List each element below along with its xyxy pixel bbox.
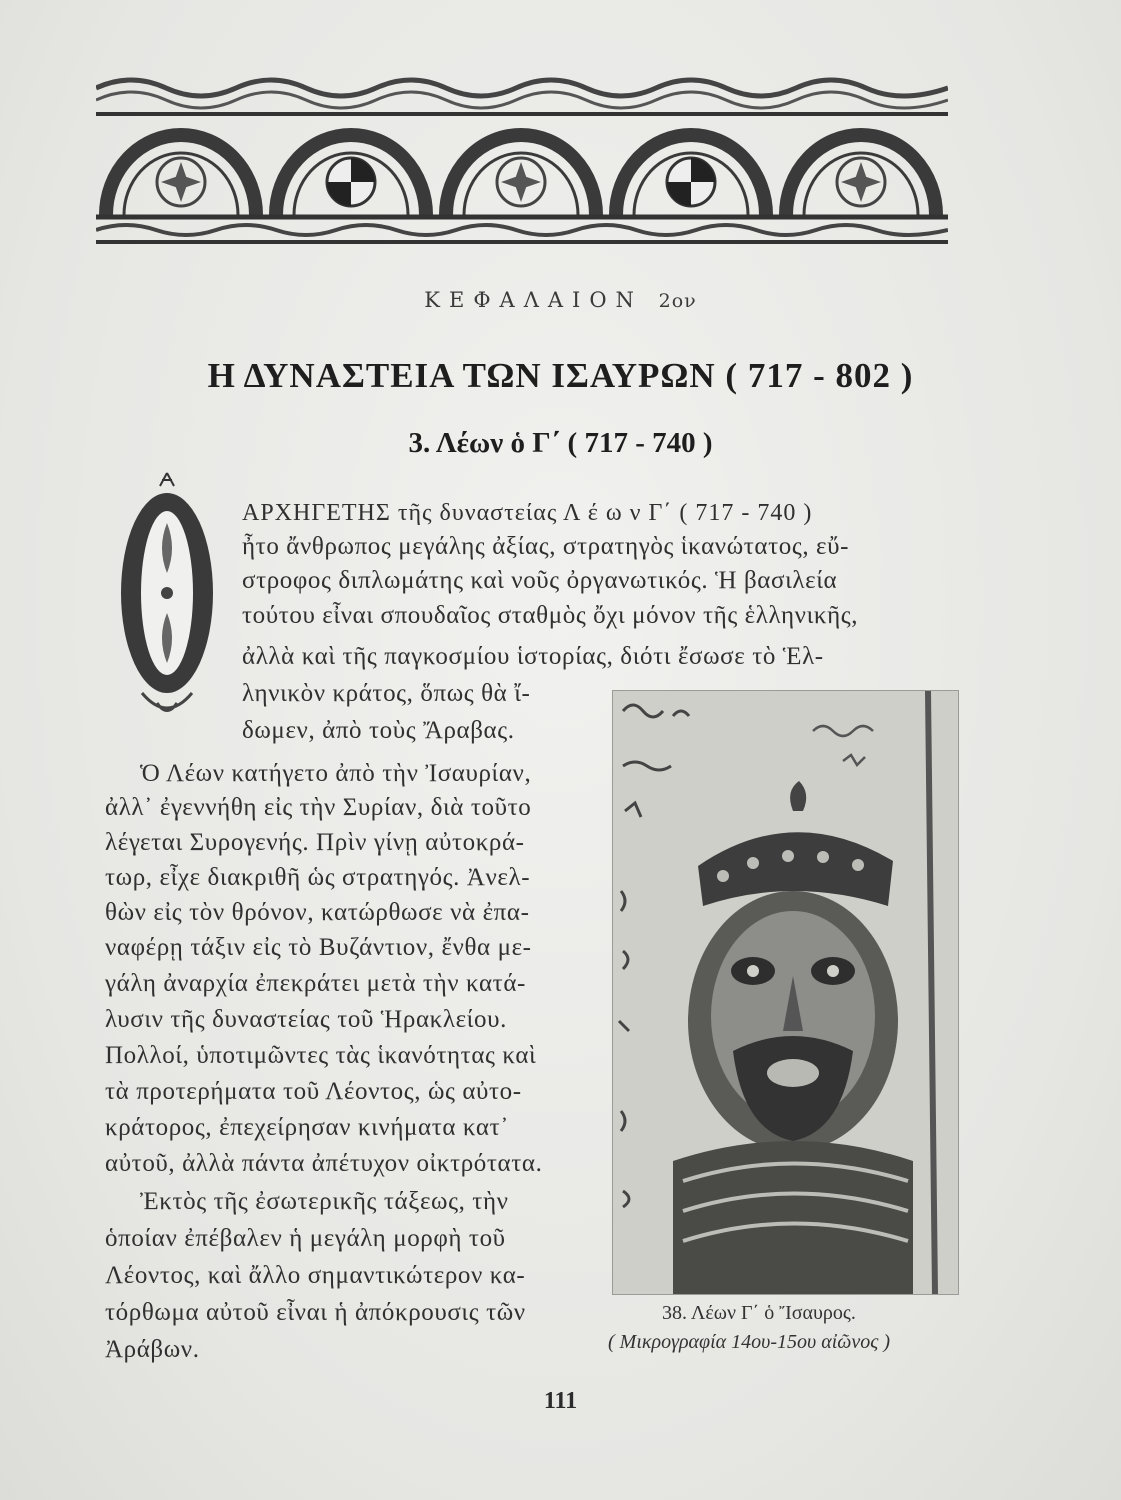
body-line-5: ἀλλὰ καὶ τῆς παγκοσμίου ἱστορίας, διότι ἔσωσε τὸ Ἑλ- xyxy=(242,643,824,670)
body-line-14: γάλη ἀναρχία ἐπεκράτει μετὰ τὴν κατά- xyxy=(105,970,526,997)
body-line-20: Ἐκτὸς τῆς ἐσωτερικῆς τάξεως, τὴν xyxy=(140,1188,509,1215)
body-line-15: λυσιν τῆς δυναστείας τοῦ Ἡρακλείου. xyxy=(105,1006,507,1033)
portrait-illustration xyxy=(613,691,958,1294)
body-line-13: ναφέρῃ τάξιν εἰς τὸ Βυζάντιον, ἔνθα με- xyxy=(105,934,532,961)
chapter-label-text: ΚΕΦΑΛΑΙΟΝ xyxy=(424,288,643,312)
figure-source: ( Μικρογραφία 14ου-15ου αἰῶνος ) xyxy=(608,1331,891,1353)
chapter-label xyxy=(0,288,1121,312)
chapter-ordinal: 2ον xyxy=(658,290,697,312)
figure-caption: 38. Λέων Γ΄ ὁ Ἴσαυρος. xyxy=(662,1302,856,1324)
body-line-12: θὼν εἰς τὸν θρόνον, κατώρθωσε νὰ ἐπα- xyxy=(105,899,530,926)
body-line-11: τωρ, εἶχε διακριθῆ ὡς στρατηγός. Ἀνελ- xyxy=(105,864,531,891)
decorative-initial-icon xyxy=(112,468,222,733)
body-line-10: λέγεται Συρογενής. Πρὶν γίνῃ αὐτοκρά- xyxy=(105,829,525,856)
body-line-21: ὁποίαν ἐπέβαλεν ἡ μεγάλη μορφὴ τοῦ xyxy=(105,1225,506,1252)
body-line-1: ΑΡΧΗΓΕΤΗΣ τῆς δυναστείας Λ έ ω ν Γ΄ ( 717 - 740 ) xyxy=(242,500,813,526)
body-line-23: τόρθωμα αὐτοῦ εἶναι ἡ ἀπόκρουσις τῶν xyxy=(105,1299,526,1326)
body-line-8: Ὁ Λέων κατήγετο ἀπὸ τὴν Ἰσαυρίαν, xyxy=(140,760,532,787)
body-line-24: Ἀράβων. xyxy=(105,1336,200,1363)
section-title: 3. Λέων ὁ Γ΄ ( 717 - 740 ) xyxy=(408,427,713,459)
body-line-7: δωμεν, ἀπὸ τοὺς Ἄραβας. xyxy=(242,717,515,744)
body-line-9: ἀλλ᾽ ἐγεννήθη εἰς τὴν Συρίαν, διὰ τοῦτο xyxy=(105,794,532,821)
body-line-2: ἦτο ἄνθρωπος μεγάλης ἀξίας, στρατηγὸς ἱκανώτατος, εὔ- xyxy=(242,533,850,560)
body-line-22: Λέοντος, καὶ ἄλλο σημαντικώτερον κα- xyxy=(105,1262,526,1289)
body-line-4: τούτου εἶναι σπουδαῖος σταθμὸς ὄχι μόνον τῆς ἑλληνικῆς, xyxy=(242,602,859,629)
body-line-19: αὐτοῦ, ἀλλὰ πάντα ἀπέτυχον οἰκτρότατα. xyxy=(105,1150,543,1177)
body-line-6: ληνικὸν κράτος, ὅπως θὰ ἴ- xyxy=(242,680,531,707)
portrait-figure xyxy=(612,690,959,1295)
body-line-17: τὰ προτερήματα τοῦ Λέοντος, ὡς αὐτο- xyxy=(105,1078,522,1105)
chapter-title: Η ΔΥΝΑΣΤΕΙΑ ΤΩΝ ΙΣΑΥΡΩΝ ( 717 - 802 ) xyxy=(207,356,914,395)
body-line-18: κράτορος, ἐπεχείρησαν κινήματα κατ᾽ xyxy=(105,1114,510,1141)
page-number: 111 xyxy=(543,1388,578,1414)
body-line-16: Πολλοί, ὑποτιμῶντες τὰς ἱκανότητας καὶ xyxy=(105,1042,537,1069)
ornamental-header-band xyxy=(96,70,948,245)
body-line-3: στροφος διπλωμάτης καὶ νοῦς ὀργανωτικός. Ἡ βασιλεία xyxy=(242,567,838,594)
